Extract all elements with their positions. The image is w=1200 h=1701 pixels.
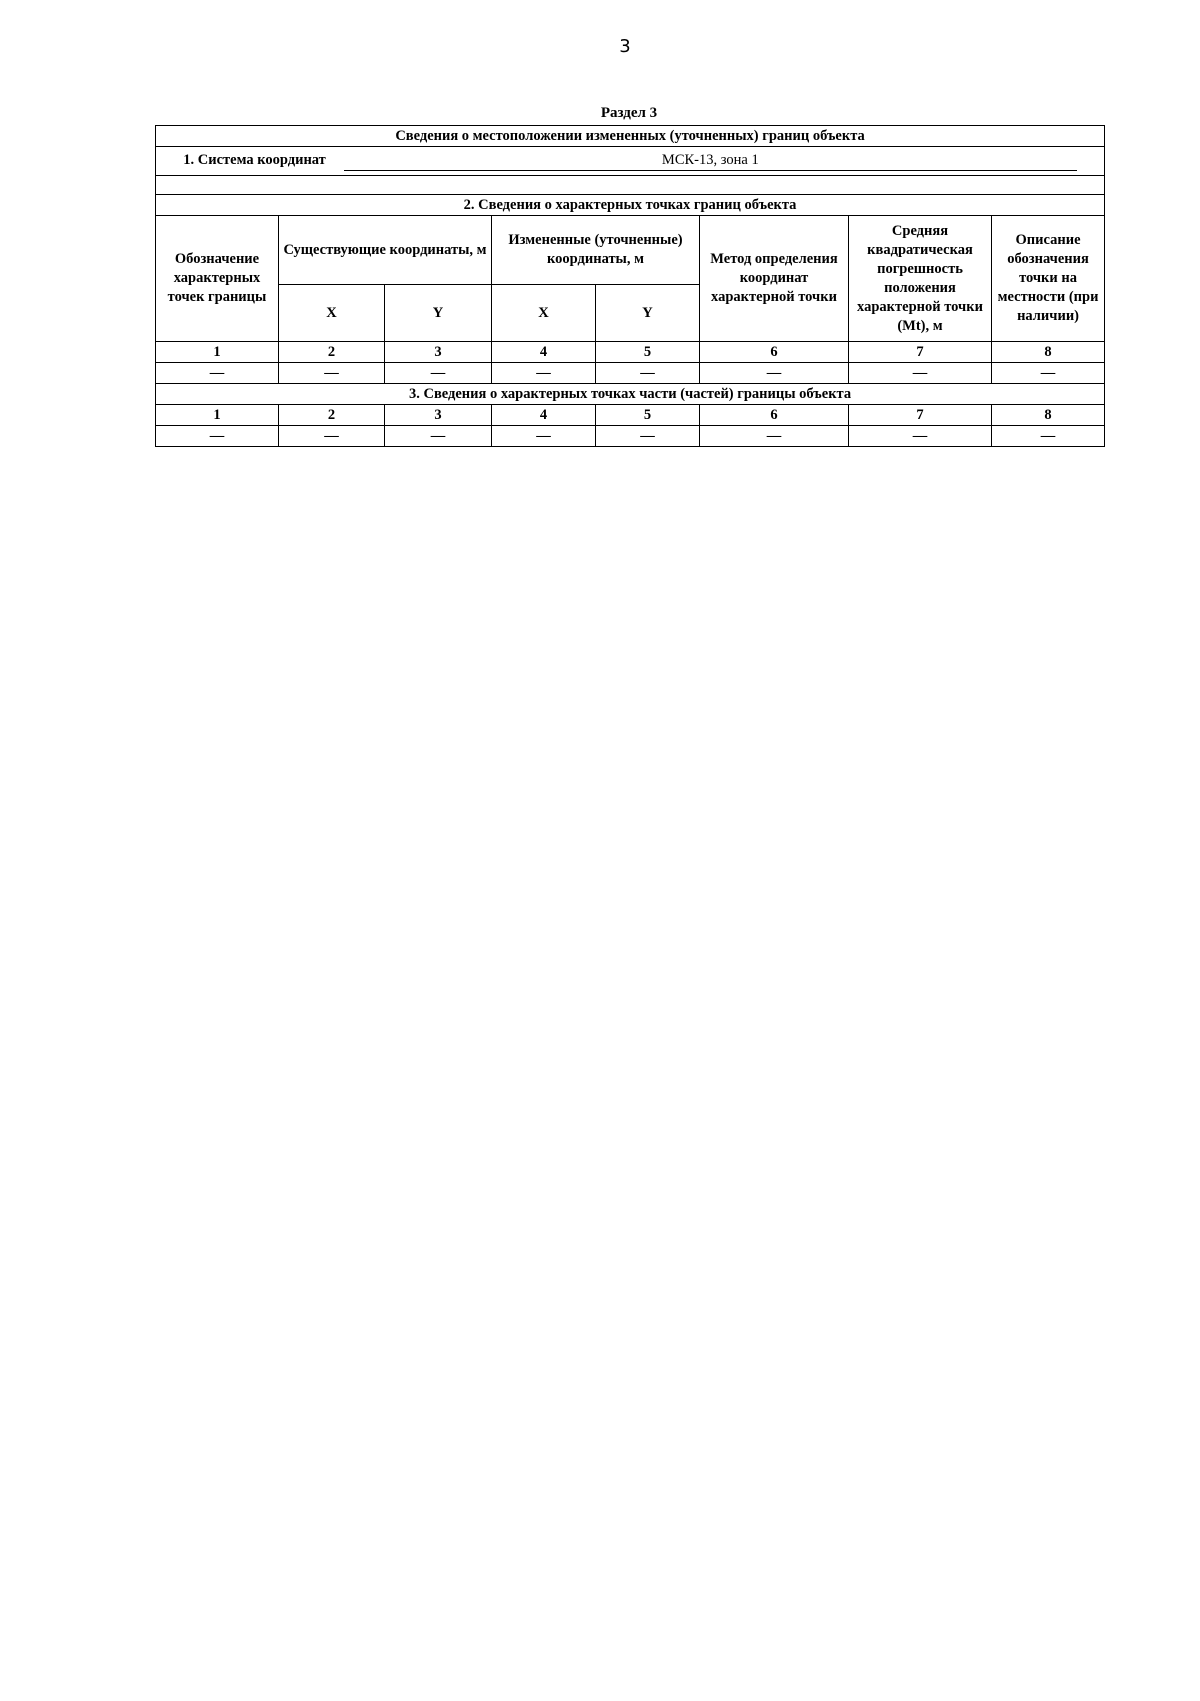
table-cell: — xyxy=(156,363,279,384)
coordinate-system-cell xyxy=(156,147,1105,176)
column-number: 6 xyxy=(700,342,849,363)
header-designation: Обозначение характерных точек границы xyxy=(156,216,279,342)
table-cell: — xyxy=(156,426,279,447)
column-number: 7 xyxy=(849,342,992,363)
column-number: 5 xyxy=(596,405,700,426)
part2-column-numbers xyxy=(156,342,1105,363)
table-cell: — xyxy=(385,426,492,447)
column-number: 1 xyxy=(156,405,279,426)
column-number: 6 xyxy=(700,405,849,426)
table-cell: — xyxy=(992,426,1105,447)
main-heading: Сведения о местоположении измененных (уточненных) границ объекта xyxy=(156,126,1105,147)
column-number: 8 xyxy=(992,342,1105,363)
table-cell: — xyxy=(492,426,596,447)
header-changed-coordinates: Измененные (уточненные) координаты, м xyxy=(492,216,700,285)
column-number: 3 xyxy=(385,342,492,363)
header-existing-x: X xyxy=(279,285,385,342)
column-number: 4 xyxy=(492,405,596,426)
column-number: 8 xyxy=(992,405,1105,426)
column-number: 3 xyxy=(385,405,492,426)
coordinate-system-label: 1. Система координат xyxy=(183,152,326,168)
table-cell: — xyxy=(700,426,849,447)
table-cell: — xyxy=(596,426,700,447)
table-cell: — xyxy=(849,426,992,447)
coordinate-system-value: МСК-13, зона 1 xyxy=(344,151,1077,171)
column-number: 5 xyxy=(596,342,700,363)
part3-column-numbers xyxy=(156,405,1105,426)
part2-heading: 2. Сведения о характерных точках границ объекта xyxy=(156,195,1105,216)
header-existing-coordinates: Существующие координаты, м xyxy=(279,216,492,285)
column-number: 2 xyxy=(279,342,385,363)
header-changed-y: Y xyxy=(596,285,700,342)
table-cell: — xyxy=(492,363,596,384)
column-number: 1 xyxy=(156,342,279,363)
header-existing-y: Y xyxy=(385,285,492,342)
part3-heading: 3. Сведения о характерных точках части (частей) границы объекта xyxy=(156,384,1105,405)
section-title: Раздел 3 xyxy=(600,105,658,121)
table-cell: — xyxy=(279,426,385,447)
header-changed-x: X xyxy=(492,285,596,342)
table-cell: — xyxy=(992,363,1105,384)
boundary-table xyxy=(155,125,1105,447)
page-number: 3 xyxy=(619,36,631,57)
blank-row xyxy=(156,176,1105,195)
table-row xyxy=(156,363,1105,384)
header-method: Метод определения координат характерной точки xyxy=(700,216,849,342)
column-number: 7 xyxy=(849,405,992,426)
table-row xyxy=(156,426,1105,447)
table-cell: — xyxy=(279,363,385,384)
header-description: Описание обозначения точки на местности (при наличии) xyxy=(992,216,1105,342)
table-cell: — xyxy=(596,363,700,384)
table-cell: — xyxy=(700,363,849,384)
header-error: Средняя квадратическая погрешность положения характерной точки (Mt), м xyxy=(849,216,992,342)
table-cell: — xyxy=(849,363,992,384)
column-number: 2 xyxy=(279,405,385,426)
table-cell: — xyxy=(385,363,492,384)
column-number: 4 xyxy=(492,342,596,363)
